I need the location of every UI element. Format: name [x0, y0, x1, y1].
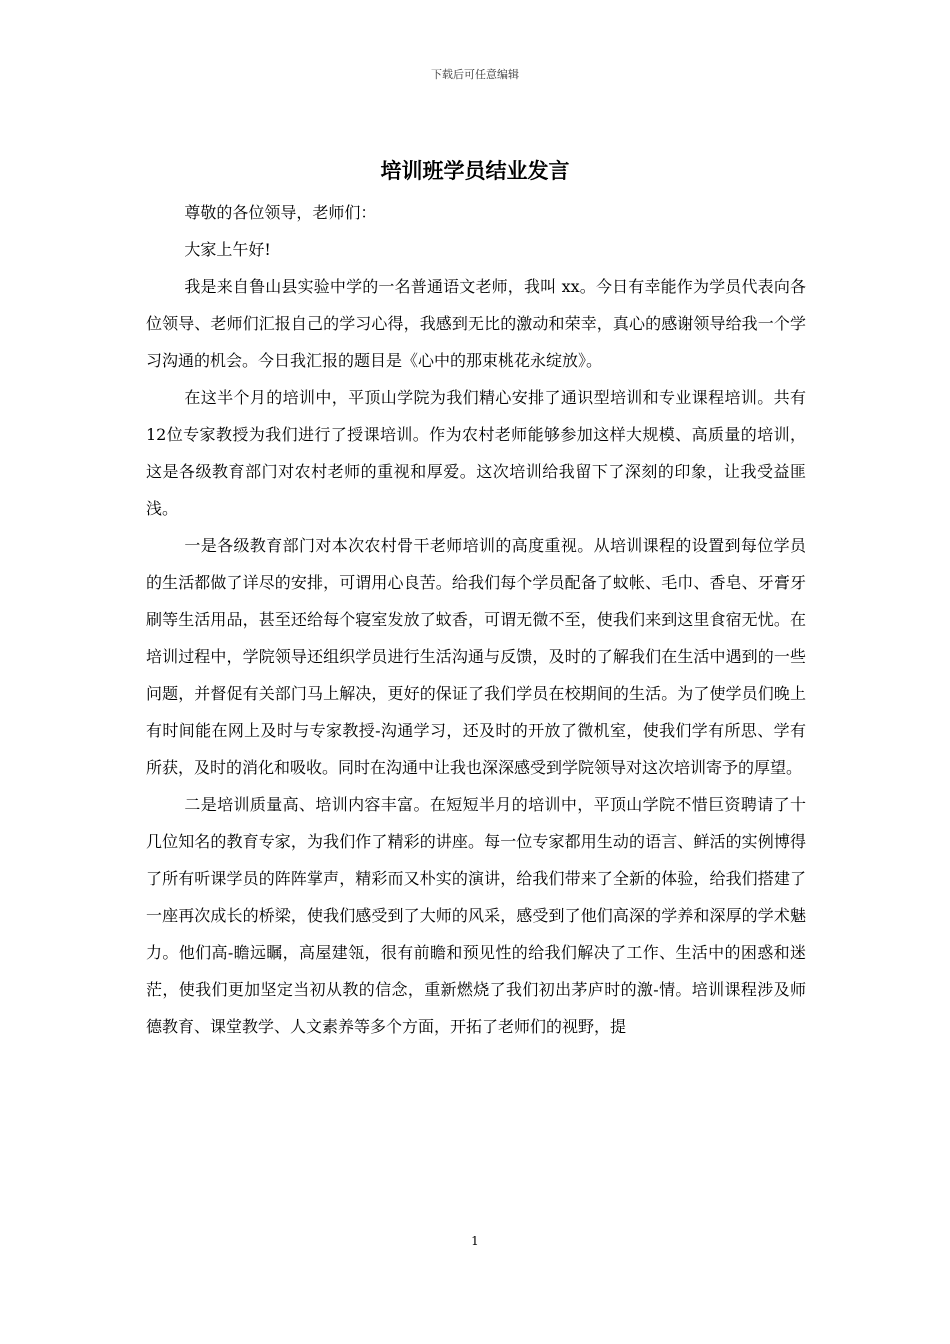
document-body — [146, 194, 806, 1045]
document-title: 培训班学员结业发言 — [380, 159, 570, 183]
greeting-paragraph: 大家上午好! — [184, 240, 271, 259]
body-paragraph: 二是培训质量高、培训内容丰富。在短短半月的培训中，平顶山学院不惜巨资聘请了十几位知名的教育专家，为我们作了精彩的讲座。每一位专家都用生动的语言、鲜活的实例博得了所有听课学员的阵阵掌声，精彩而又朴实的演讲，给我们带来了全新的体验，给我们搭建了一座再次成长的桥梁，使我们感受到了大师的风采，感受到了他们高深的学养和深厚的学术魅力。他们高-瞻远瞩，高屋建瓴，很有前瞻和预见性的给我们解决了工作、生活中的困惑和迷茫，使我们更加坚定当初从教的信念，重新燃烧了我们初出茅庐时的激-情。培训课程涉及师德教育、课堂教学、人文素养等多个方面，开拓了老师们的视野，提 — [146, 795, 806, 1036]
page-number: 1 — [471, 1234, 479, 1248]
page-header-note: 下载后可任意编辑 — [431, 68, 519, 81]
salutation-paragraph: 尊敬的各位领导，老师们： — [184, 203, 377, 222]
body-paragraph: 一是各级教育部门对本次农村骨干老师培训的高度重视。从培训课程的设置到每位学员的生活都做了详尽的安排，可谓用心良苦。给我们每个学员配备了蚊帐、毛巾、香皂、牙膏牙刷等生活用品，甚至还给每个寝室发放了蚊香，可谓无微不至，使我们来到这里食宿无忧。在培训过程中，学院领导还组织学员进行生活沟通与反馈，及时的了解我们在生活中遇到的一些问题，并督促有关部门马上解决，更好的保证了我们学员在校期间的生活。为了使学员们晚上有时间能在网上及时与专家教授-沟通学习，还及时的开放了微机室，使我们学有所思、学有所获，及时的消化和吸收。同时在沟通中让我也深深感受到学院领导对这次培训寄予的厚望。 — [146, 536, 806, 777]
body-paragraph: 我是来自鲁山县实验中学的一名普通语文老师，我叫 xx。今日有幸能作为学员代表向各位领导、老师们汇报自己的学习心得，我感到无比的激动和荣幸，真心的感谢领导给我一个学习沟通的机会。今日我汇报的题目是《心中的那束桃花永绽放》。 — [146, 277, 806, 370]
body-paragraph: 在这半个月的培训中，平顶山学院为我们精心安排了通识型培训和专业课程培训。共有12位专家教授为我们进行了授课培训。作为农村老师能够参加这样大规模、高质量的培训，这是各级教育部门对农村老师的重视和厚爱。这次培训给我留下了深刻的印象，让我受益匪浅。 — [146, 388, 806, 518]
